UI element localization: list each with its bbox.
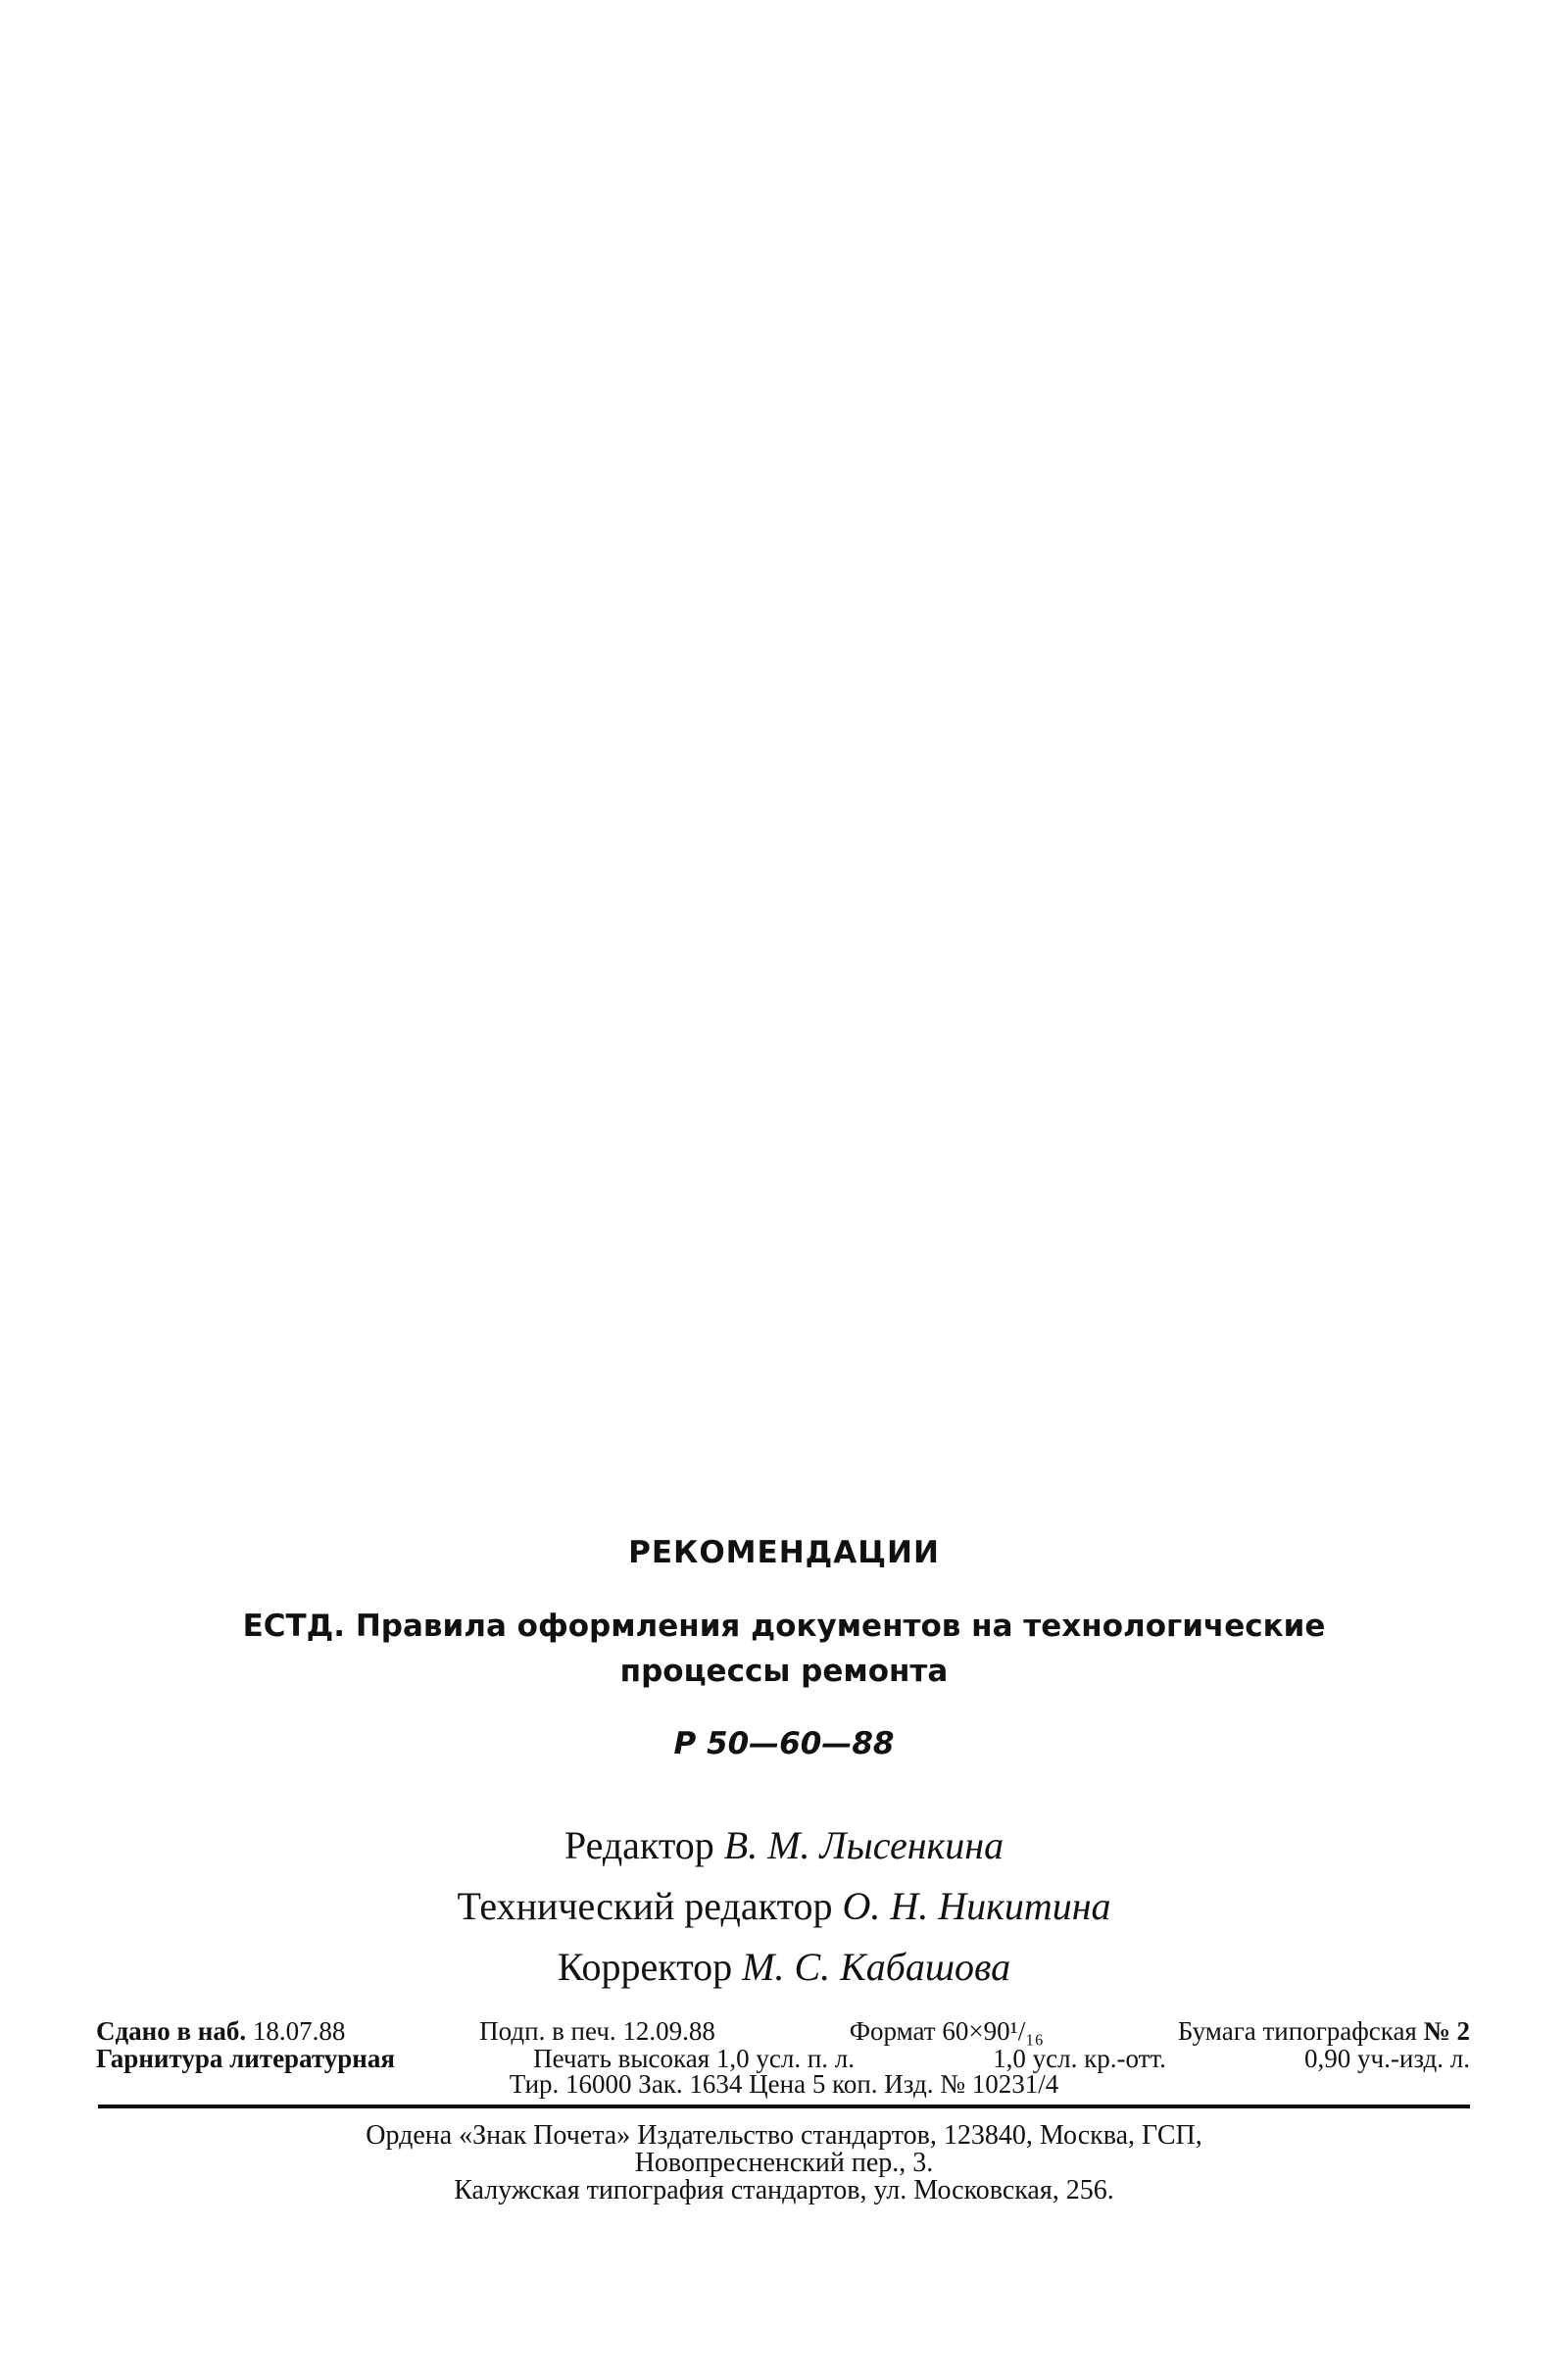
imprint-line-1 — [96, 2018, 1470, 2045]
credit-role: Корректор — [557, 1945, 733, 1989]
imprint-item: Подп. в печ. 12.09.88 — [479, 2016, 715, 2046]
imprint-item: 1,0 усл. кр.-отт. — [993, 2044, 1166, 2073]
imprint-item: Гарнитура литературная — [96, 2044, 395, 2073]
credit-role: Технический редактор — [457, 1884, 833, 1928]
document-title-line-1: ЕСТД. Правила оформления документов на технологические — [242, 1609, 1326, 1644]
separator-rule — [98, 2105, 1470, 2108]
publisher-line: Ордена «Знак Почета» Издательство стандартов, 123840, Москва, ГСП, — [366, 2120, 1202, 2151]
imprint-item: 0,90 уч.-изд. л. — [1304, 2044, 1470, 2073]
imprint-line-3: Тир. 16000 Зак. 1634 Цена 5 коп. Изд. № 10231/4 — [509, 2069, 1059, 2099]
document-code: Р 50—60—88 — [673, 1726, 895, 1761]
imprint-item: Формат 60×90¹/₁₆ — [849, 2016, 1045, 2046]
credit-technical-editor — [0, 1876, 1568, 1937]
imprint-item: Печать высокая 1,0 усл. п. л. — [533, 2044, 856, 2073]
document-category: РЕКОМЕНДАЦИИ — [628, 1535, 940, 1570]
imprint-item: Бумага типографская № 2 — [1177, 2016, 1470, 2046]
imprint-item: Сдано в наб. 18.07.88 — [96, 2016, 346, 2046]
credit-proofreader — [0, 1937, 1568, 1998]
credit-role: Редактор — [564, 1823, 714, 1867]
document-title-line-2: процессы ремонта — [619, 1654, 949, 1689]
publisher-address: Новопресненский пер., 3. — [634, 2148, 934, 2178]
document-title — [0, 1604, 1568, 1694]
credit-name: В. М. Лысенкина — [723, 1823, 1004, 1867]
credit-editor — [0, 1815, 1568, 1876]
credit-name: М. С. Кабашова — [742, 1945, 1011, 1989]
credit-name: О. Н. Никитина — [842, 1884, 1111, 1928]
credits-block — [0, 1815, 1568, 1998]
imprint-line-2 — [96, 2046, 1470, 2072]
printing-house: Калужская типография стандартов, ул. Московская, 256. — [454, 2175, 1114, 2205]
